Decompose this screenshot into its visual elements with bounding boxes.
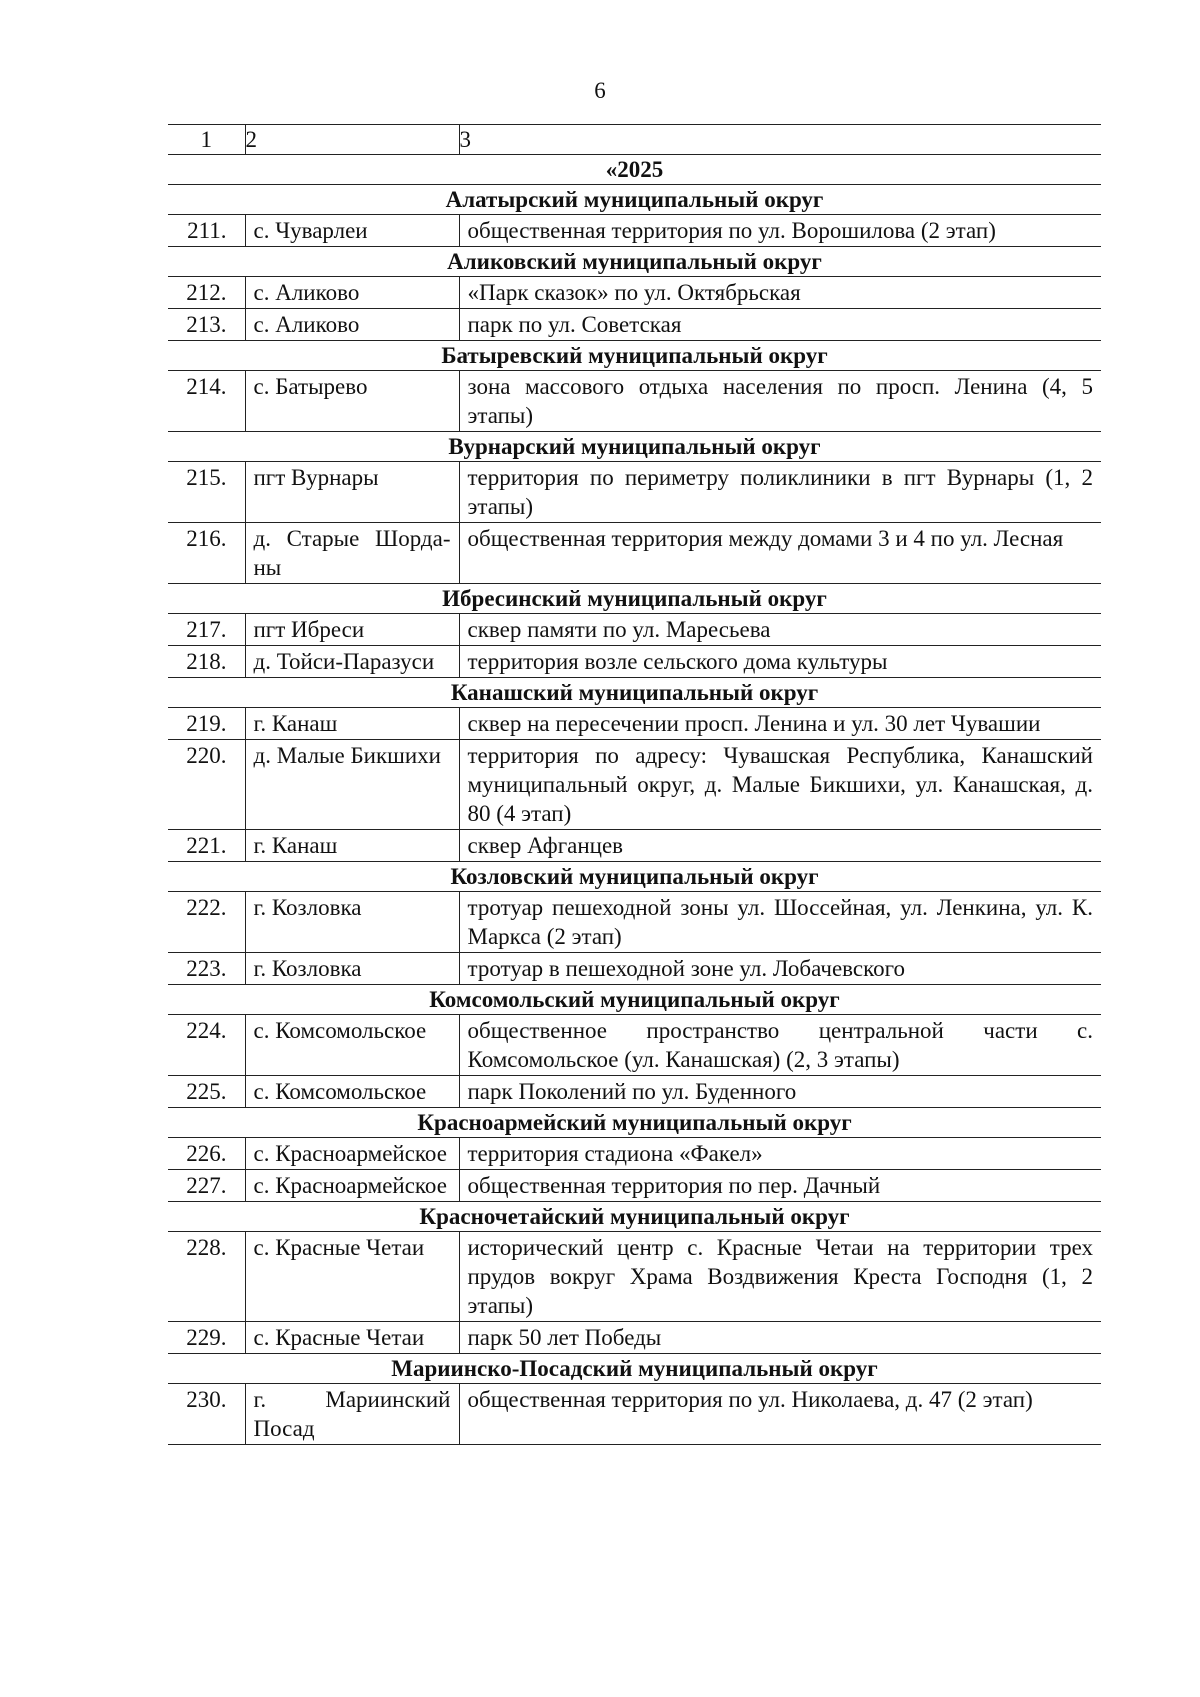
settlement-name: с. Красные Четаи: [245, 1232, 459, 1322]
settlement-name: с. Красноармейское: [245, 1138, 459, 1170]
table-row: [168, 1076, 1101, 1108]
district-heading: Красноармейский муниципальный округ: [168, 1108, 1101, 1138]
row-number: 224.: [168, 1015, 245, 1076]
district-heading: Козловский муниципальный округ: [168, 862, 1101, 892]
row-number: 216.: [168, 523, 245, 584]
objects-table: [168, 124, 1101, 1445]
settlement-name: с. Комсомольское: [245, 1015, 459, 1076]
district-heading: Аликовский муниципальный округ: [168, 247, 1101, 277]
object-description: общественная территория по ул. Николаева, д. 47 (2 этап): [459, 1384, 1101, 1445]
row-number: 214.: [168, 371, 245, 432]
district-heading: Красночетайский муниципальный округ: [168, 1202, 1101, 1232]
object-description: общественная территория по ул. Ворошилова (2 этап): [459, 215, 1101, 247]
district-heading-row: [168, 432, 1101, 462]
settlement-name: с. Красноармейское: [245, 1170, 459, 1202]
district-heading: Комсомольский муниципальный округ: [168, 985, 1101, 1015]
object-description: общественная территория по пер. Дачный: [459, 1170, 1101, 1202]
row-number: 227.: [168, 1170, 245, 1202]
settlement-name: с. Аликово: [245, 309, 459, 341]
table-row: [168, 1384, 1101, 1445]
object-description: территория по адресу: Чувашская Республика, Канашский муниципальный округ, д. Малые Бикшихи, ул. Канашская, д. 80 (4 этап): [459, 740, 1101, 830]
row-number: 213.: [168, 309, 245, 341]
table-row: [168, 646, 1101, 678]
page-number: 6: [594, 78, 606, 103]
district-heading-row: [168, 247, 1101, 277]
table-row: [168, 614, 1101, 646]
table-row: [168, 830, 1101, 862]
table-row: [168, 1232, 1101, 1322]
row-number: 219.: [168, 708, 245, 740]
row-number: 220.: [168, 740, 245, 830]
settlement-name: д. Малые Бикшихи: [245, 740, 459, 830]
district-heading-row: [168, 1108, 1101, 1138]
table-row: [168, 309, 1101, 341]
object-description: общественная территория между домами 3 и 4 по ул. Лесная: [459, 523, 1101, 584]
object-description: исторический центр с. Красные Четаи на территории трех прудов вокруг Храма Воздвижения Креста Господня (1, 2 этапы): [459, 1232, 1101, 1322]
row-number: 228.: [168, 1232, 245, 1322]
row-number: 223.: [168, 953, 245, 985]
object-description: «Парк сказок» по ул. Октябрьская: [459, 277, 1101, 309]
table-row: [168, 462, 1101, 523]
column-header-1: 1: [168, 125, 245, 155]
row-number: 215.: [168, 462, 245, 523]
row-number: 217.: [168, 614, 245, 646]
object-description: парк по ул. Советская: [459, 309, 1101, 341]
year-label: «2025: [168, 155, 1101, 185]
district-heading: Батыревский муниципальный округ: [168, 341, 1101, 371]
year-row: [168, 155, 1101, 185]
row-number: 225.: [168, 1076, 245, 1108]
district-heading: Мариинско-Посадский муниципальный округ: [168, 1354, 1101, 1384]
column-header-row: [168, 125, 1101, 155]
object-description: территория по периметру поликлиники в пгт Вурнары (1, 2 этапы): [459, 462, 1101, 523]
district-heading-row: [168, 678, 1101, 708]
district-heading: Ибресинский муниципальный округ: [168, 584, 1101, 614]
settlement-name: пгт Вурнары: [245, 462, 459, 523]
table-row: [168, 953, 1101, 985]
table-row: [168, 740, 1101, 830]
table-row: [168, 1015, 1101, 1076]
settlement-name: с. Батырево: [245, 371, 459, 432]
table-row: [168, 523, 1101, 584]
district-heading-row: [168, 1354, 1101, 1384]
table-row: [168, 708, 1101, 740]
table-row: [168, 277, 1101, 309]
district-heading-row: [168, 185, 1101, 215]
table-row: [168, 1170, 1101, 1202]
district-heading-row: [168, 985, 1101, 1015]
settlement-name: с. Аликово: [245, 277, 459, 309]
object-description: общественное пространство центральной части с. Комсомольское (ул. Канашская) (2, 3 этапы): [459, 1015, 1101, 1076]
table-row: [168, 215, 1101, 247]
object-description: парк 50 лет Победы: [459, 1322, 1101, 1354]
settlement-name: пгт Ибреси: [245, 614, 459, 646]
object-description: сквер памяти по ул. Маресьева: [459, 614, 1101, 646]
row-number: 221.: [168, 830, 245, 862]
district-heading-row: [168, 341, 1101, 371]
object-description: парк Поколений по ул. Буденного: [459, 1076, 1101, 1108]
object-description: сквер на пересечении просп. Ленина и ул. 30 лет Чувашии: [459, 708, 1101, 740]
row-number: 226.: [168, 1138, 245, 1170]
settlement-name: г. Козловка: [245, 892, 459, 953]
object-description: территория возле сельского дома культуры: [459, 646, 1101, 678]
district-heading: Канашский муниципальный округ: [168, 678, 1101, 708]
table-row: [168, 1138, 1101, 1170]
table-row: [168, 1322, 1101, 1354]
row-number: 230.: [168, 1384, 245, 1445]
table-row: [168, 371, 1101, 432]
row-number: 229.: [168, 1322, 245, 1354]
column-header-2: 2: [245, 125, 459, 155]
district-heading-row: [168, 584, 1101, 614]
settlement-name: г. Козловка: [245, 953, 459, 985]
object-description: территория стадиона «Факел»: [459, 1138, 1101, 1170]
table-row: [168, 892, 1101, 953]
object-description: тротуар пешеходной зоны ул. Шоссейная, ул. Ленкина, ул. К. Маркса (2 этап): [459, 892, 1101, 953]
district-heading: Вурнарский муниципальный округ: [168, 432, 1101, 462]
settlement-name: г. Канаш: [245, 708, 459, 740]
row-number: 211.: [168, 215, 245, 247]
district-heading-row: [168, 1202, 1101, 1232]
settlement-name: д. Тойси-Паразуси: [245, 646, 459, 678]
object-description: зона массового отдыха населения по просп. Ленина (4, 5 этапы): [459, 371, 1101, 432]
settlement-name: г. Мариинский Посад: [245, 1384, 459, 1445]
row-number: 212.: [168, 277, 245, 309]
district-heading-row: [168, 862, 1101, 892]
object-description: сквер Афганцев: [459, 830, 1101, 862]
settlement-name: д. Старые Шорданы: [245, 523, 459, 584]
settlement-name: г. Канаш: [245, 830, 459, 862]
object-description: тротуар в пешеходной зоне ул. Лобачевского: [459, 953, 1101, 985]
column-header-3: 3: [459, 125, 1101, 155]
settlement-name: с. Комсомольское: [245, 1076, 459, 1108]
district-heading: Алатырский муниципальный округ: [168, 185, 1101, 215]
settlement-name: с. Красные Четаи: [245, 1322, 459, 1354]
row-number: 222.: [168, 892, 245, 953]
row-number: 218.: [168, 646, 245, 678]
settlement-name: с. Чуварлеи: [245, 215, 459, 247]
